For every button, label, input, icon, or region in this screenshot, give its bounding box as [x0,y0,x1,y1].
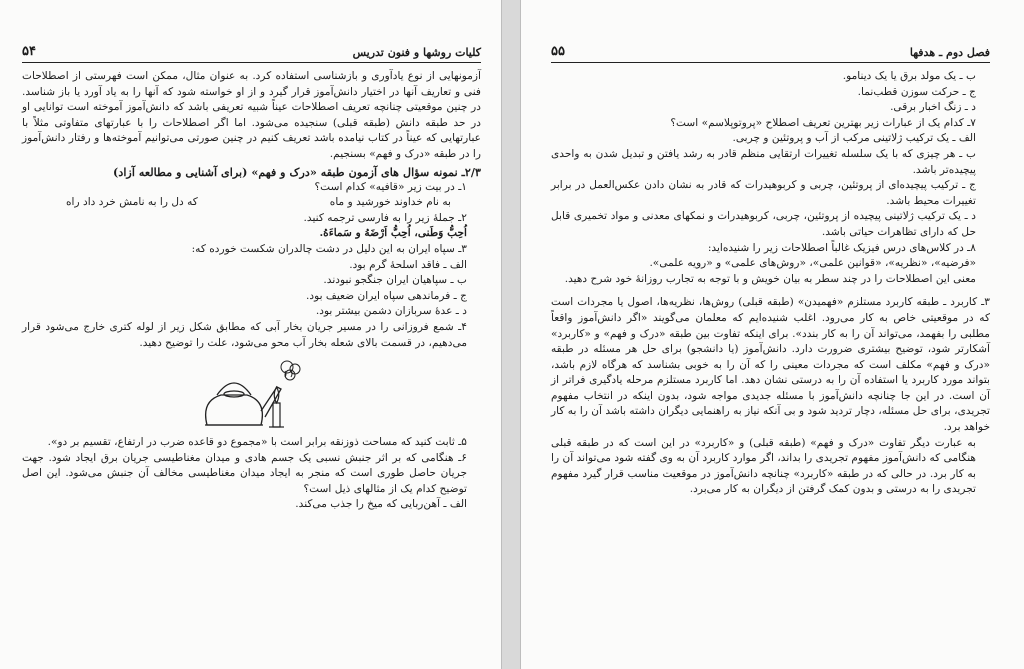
previous-question-option: د ـ زنگ اخبار برقی. [890,101,976,114]
left-page [0,0,502,669]
book-gutter [502,0,520,669]
poem-second-hemistich: که دل را به نامش خرد داد راه [66,196,198,209]
steam-cloud-icon [281,361,300,380]
arabic-sentence: اُحِبُّ وَطَنی، اُحِبُّ اَرْضَهُ و سَماءَهُ. [319,227,467,240]
left-page-header [22,44,481,63]
difference-paragraph: به عبارت دیگر تفاوت «درک و فهم» (طبقه قبلی) و «کاربرد» در این است که در طبقه قبلی هنگامی که دانش‌آموز مفهوم تجریدی را بداند، اگر موارد کاربرد آن به وی گفته شود می‌تواند آن را به کار برد. در حالی که در طبقه «کاربرد» چنانچه دانش‌آموز در موقعیت مناسب قرار گیرد مفهوم تجریدی را به درستی و بدون کمک گرفتن از دیگران به کار می‌برد. [551,436,976,496]
question-8-terms: «فرضیه»، «نظریه»، «قوانین علمی»، «روش‌های علمی» و «رویه علمی». [649,257,976,270]
application-section-paragraph: ۳ـ کاربرد ـ طبقه کاربرد مستلزم «فهمیدن» (طبقه قبلی) روش‌ها، نظریه‌ها، اصول یا مجردات است که در موقعیتی خاص به کار می‌رود. اغلب شنیده‌ایم که معلمان می‌گویند «اگر دانش‌آموز واقعاً مطلبی را بفهمد، می‌تواند آن را به کار بندد». برای اینکه تفاوت بین طبقه «درک و فهم» و «کاربرد» آشکارتر شود، توضیح بیشتری ضرورت دارد. دانش‌آموز (یا دانشجو) برای حل هر مسئله در طبقه «درک و فهم» مکلف است که مجردات معینی را که آن را به خوبی بشناسد که هرگاه لازم باشد، بتواند مورد کاربرد یا استفاده آن را به درستی نشان دهد. اما کاربرد مستلزم مرحله یادگیری فراتر از آن است. در این جا چنانچه دانش‌آموز با مسئله جدیدی مواجه شود، بدون اینکه در انتخاب مفهوم تجریدی، برای حل مسئله، دچار تردید شود و بی آنکه نیاز به راهنمایی دیگران داشته باشد آن را به کار خواهد برد. [551,296,990,434]
poem-verse [22,195,481,211]
left-header-title: کلیات روشها و فنون تدریس [352,46,481,59]
previous-question-option: ب ـ یک مولد برق یا یک دینامو. [842,70,976,82]
left-page-number: ۵۴ [22,44,36,59]
question-7-option: الف ـ یک ترکیب ژلاتینی مرکب از آب و پروتئین و چربی. [732,132,976,145]
question-1: ۱ـ در بیت زیر «قافیه» کدام است؟ [314,180,467,193]
question-3-option: ج ـ فرماندهی سپاه ایران ضعیف بود. [306,289,467,302]
question-8-instruction: معنی این اصطلاحات را در چند سطر به بیان خویش و با توجه به تجارب روزانهٔ خود شرح دهید. [564,272,976,285]
intro-paragraph: آزمونهایی از نوع یادآوری و بازشناسی استفاده کرد. به عنوان مثال، ممکن است فهرستی از اصطلاحات فنی و تعاریف آنها در اختیار دانش‌آموز قرار گیرد و از او خواسته شود که آنها را به یاد آورد یا باز شناسد. در چنین موقعیتی چنانچه تعریف اصطلاحات عیناً شبیه تعریفی باشد که دانش‌آموز آموخته است توانایی او در حد طبقه دانش (طبقه قبلی) سنجیده می‌شود. اما اگر اصطلاحات را با عبارتهای متفاوتی مثلاً با عبارتهایی که عیناً در کتاب نیامده باشد تعریف کنیم در چنین صورتی می‌توانیم آموخته‌ها و رفتار دانش‌آموز را در طبقه «درک و فهم» بسنجیم. [22,70,481,160]
question-5: ۵ـ ثابت کنید که مساحت ذوزنقه برابر است با «مجموع دو قاعده ضرب در ارتفاع، تقسیم بر دو». [47,436,467,449]
right-page [520,0,1024,669]
right-header-title: فصل دوم ـ هدفها [909,46,990,59]
question-3-option: ب ـ سپاهیان ایران جنگجو نبودند. [323,274,467,287]
question-4: ۴ـ شمع فروزانی را در مسیر جریان بخار آبی که مطابق شکل زیر از لوله کتری خارج می‌شود قرار می‌دهیم، در قسمت بالای شعله بخار آب محو می‌شود، علت را توضیح دهید. [22,320,467,349]
poem-first-hemistich: به نام خداوند خورشید و ماه [329,196,451,209]
question-7-option: د ـ یک ترکیب ژلاتینی پیچیده از پروتئین، چربی، کربوهیدرات و نمکهای معدنی و مواد تخمیری قابل حل که دارای تظاهرات حیاتی باشد. [551,210,976,238]
previous-question-option: ج ـ حرکت سوزن قطب‌نما. [857,85,976,98]
right-page-header [551,44,990,63]
question-7: ۷ـ کدام یک از عبارات زیر بهترین تعریف اصطلاح «پروتوپلاسم» است؟ [670,116,976,129]
question-3: ۳ـ سپاه ایران به این دلیل در دشت چالدران شکست خورده که: [191,242,467,255]
question-7-option: ب ـ هر چیزی که با یک سلسله تغییرات ارتقایی منظم قادر به رشد یافتن و تبدیل شدن به واحدی پیچیده‌تر باشد. [551,147,976,176]
question-3-option: د ـ عدهٔ سربازان دشمن بیشتر بود. [315,305,467,318]
kettle-candle-figure [22,357,481,431]
section-title-2-3: ۲/۳ـ نمونه سؤال های آزمون طبقه «درک و فهم» (برای آشنایی و مطالعه آزاد) [113,164,481,179]
question-3-option: الف ـ فاقد اسلحهٔ گرم بود. [349,258,467,271]
question-2: ۲ـ جملهٔ زیر را به فارسی ترجمه کنید. [303,211,467,224]
kettle-candle-drawing [177,357,327,431]
right-page-number: ۵۵ [551,44,565,59]
question-6: ۶ـ هنگامی که بر اثر جنبش نسبی یک جسم هادی و میدان مغناطیسی جریان برق ایجاد شود. جهت جریان حاصل طوری است که منجر به ایجاد میدان مغناطیسی مخالف آن جنبش می‌شود. این اصل توضیح کدام یک از مثالهای ذیل است؟ [22,451,467,495]
question-6-option: الف ـ آهن‌ربایی که میخ را جذب می‌کند. [295,498,467,511]
question-8: ۸ـ در کلاس‌های درس فیزیک غالباً اصطلاحات زیر را شنیده‌اید: [707,241,976,254]
question-7-option: ج ـ ترکیب پیچیده‌ای از پروتئین، چربی و کربوهیدرات که قادر به نشان دادن عکس‌العمل در برابر تغییرات محیط باشد. [551,179,976,207]
kettle-icon [205,383,281,425]
